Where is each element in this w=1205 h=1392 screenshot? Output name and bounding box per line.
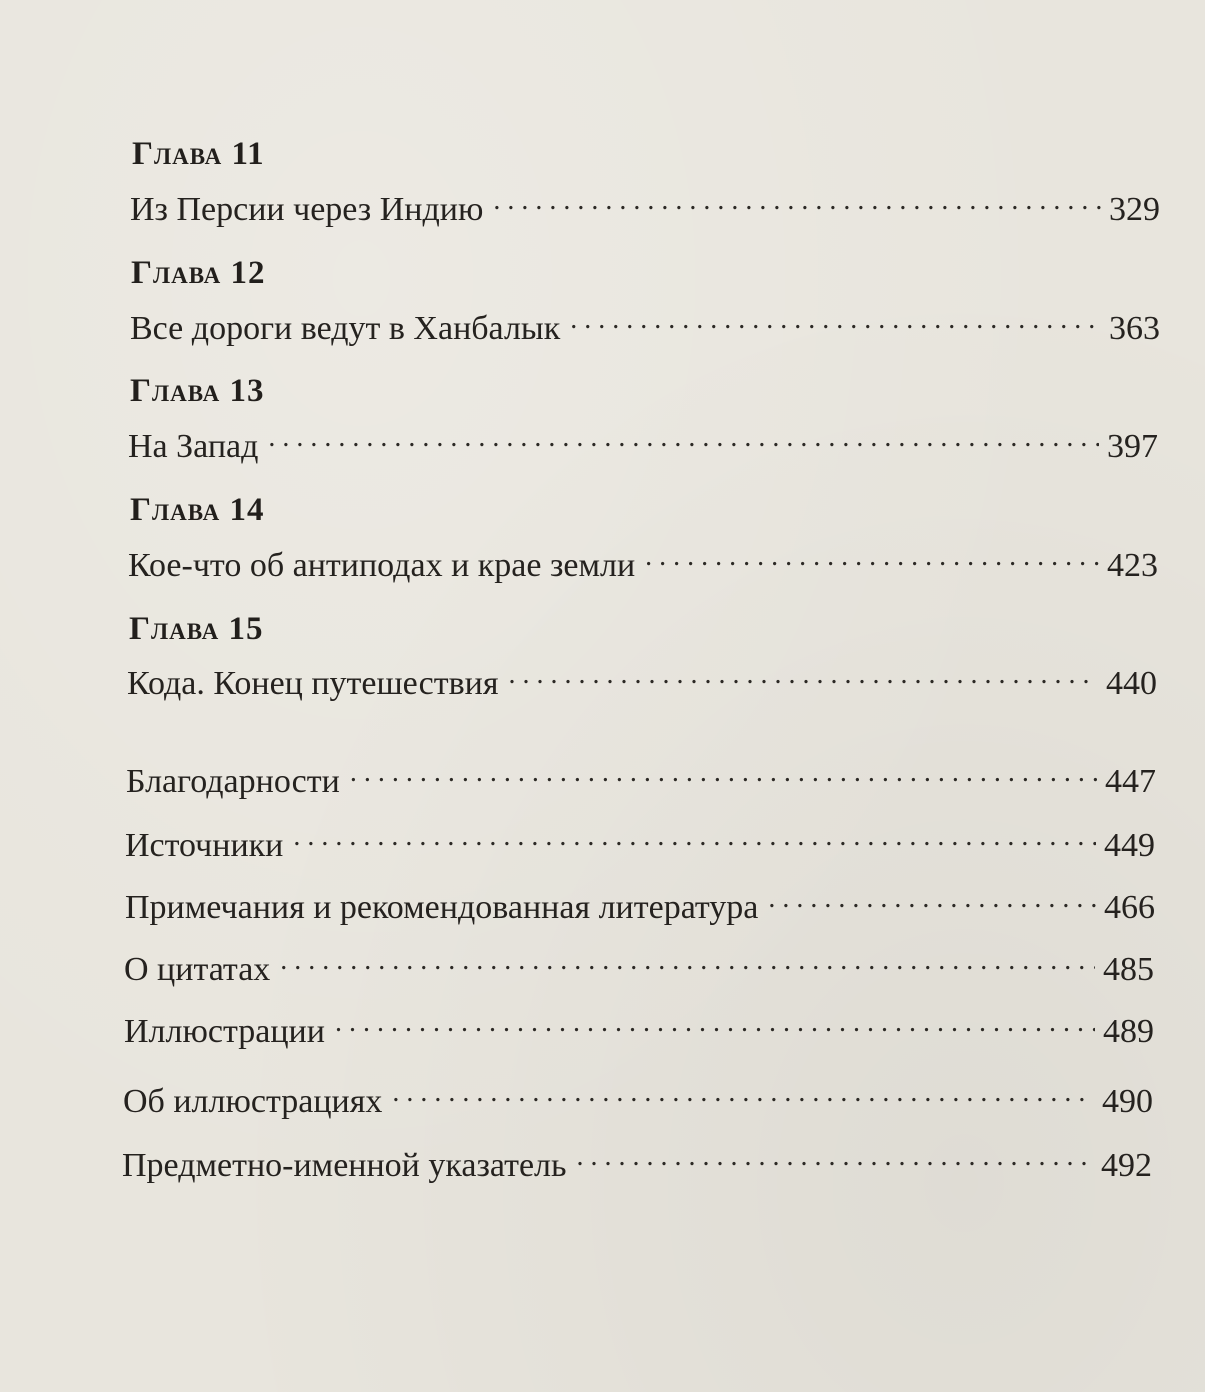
chapter-label: Глава 15 <box>129 611 264 647</box>
dot-leader <box>350 758 1097 792</box>
dot-leader <box>508 660 1098 694</box>
toc-page-number: 397 <box>1107 428 1158 465</box>
chapter-label: Глава 13 <box>130 373 265 409</box>
chapter-label: Глава 12 <box>131 255 266 291</box>
toc-entry <box>125 884 1155 927</box>
toc-entry <box>127 660 1157 703</box>
toc-page-number: 492 <box>1101 1147 1152 1184</box>
toc-entry-title: Иллюстрации <box>124 1013 325 1050</box>
toc-entry-title: Предметно-именной указатель <box>122 1147 567 1184</box>
toc-entry-title: Кое-что об антиподах и крае земли <box>128 547 636 584</box>
toc-entry-title: Кода. Конец путешествия <box>127 665 499 702</box>
dot-leader <box>268 423 1099 457</box>
toc-page-number: 449 <box>1104 827 1155 864</box>
dot-leader <box>280 946 1095 980</box>
toc-entry <box>122 1142 1152 1185</box>
toc-entry-title: Об иллюстрациях <box>123 1083 383 1120</box>
toc-page-number: 447 <box>1105 763 1156 800</box>
toc-entry-title: Источники <box>125 827 284 864</box>
toc-page-number: 423 <box>1107 547 1158 584</box>
dot-leader <box>335 1008 1095 1042</box>
dot-leader <box>493 186 1101 220</box>
toc-page-number: 466 <box>1104 889 1155 926</box>
chapter-label: Глава 14 <box>130 492 265 528</box>
toc-entry-title: Из Персии через Индию <box>130 191 484 228</box>
toc-page-number: 440 <box>1106 665 1157 702</box>
toc-entry <box>130 186 1160 229</box>
chapter-label: Глава 11 <box>132 136 265 172</box>
toc-entry <box>124 946 1154 989</box>
toc-entry-title: Все дороги ведут в Ханбалык <box>130 310 561 347</box>
dot-leader <box>293 822 1096 856</box>
toc-entry-title: Примечания и рекомендованная литература <box>125 889 759 926</box>
toc-page-number: 363 <box>1109 310 1160 347</box>
toc-page-number: 485 <box>1103 951 1154 988</box>
toc-entry-title: Благодарности <box>126 763 340 800</box>
toc-entry-title: На Запад <box>128 428 259 465</box>
toc-entry <box>124 1008 1154 1051</box>
dot-leader <box>645 542 1099 576</box>
toc-entry-title: О цитатах <box>124 951 271 988</box>
toc-entry <box>126 758 1156 801</box>
toc-entry <box>128 542 1158 585</box>
dot-leader <box>577 1142 1093 1176</box>
dot-leader <box>392 1078 1094 1112</box>
toc-page-number: 329 <box>1109 191 1160 228</box>
toc-page-number: 490 <box>1102 1083 1153 1120</box>
toc-entry <box>125 822 1155 865</box>
dot-leader <box>768 884 1096 918</box>
toc-entry <box>130 305 1160 348</box>
toc-entry <box>123 1078 1153 1121</box>
toc-page-number: 489 <box>1103 1013 1154 1050</box>
toc-entry <box>128 423 1158 466</box>
dot-leader <box>570 305 1101 339</box>
